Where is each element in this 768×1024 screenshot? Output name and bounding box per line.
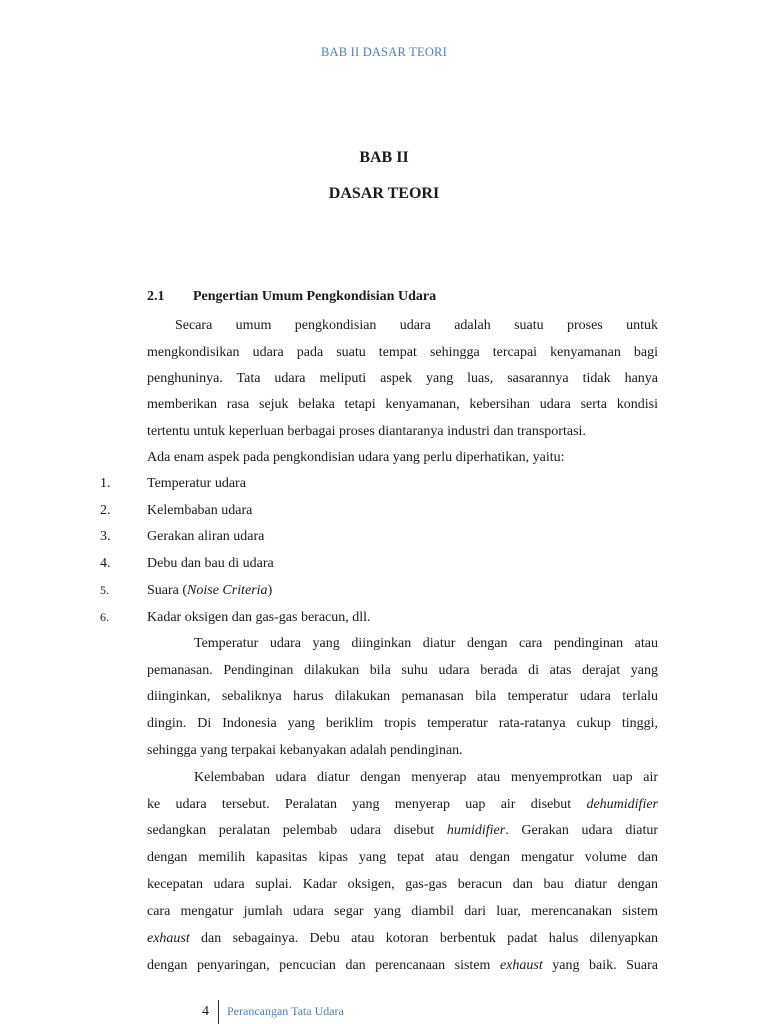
footer-divider — [218, 1000, 219, 1024]
para1-line-1: Secara umum pengkondisian udara adalah suatu proses untuk — [175, 318, 658, 333]
para1-line-2: mengkondisikan udara pada suatu tempat sehingga tercapai kenyamanan bagi — [147, 345, 658, 360]
list-item — [100, 608, 371, 627]
footer-title: Perancangan Tata Udara — [227, 1004, 344, 1018]
list-number: 1. — [100, 476, 111, 491]
list-text: Debu dan bau di udara — [147, 556, 274, 571]
list-text: Temperatur udara — [147, 476, 246, 491]
para3-line-2: ke udara tersebut. Peralatan yang menyerap uap air disebut dehumidifier — [147, 797, 658, 812]
section-title: Pengertian Umum Pengkondisian Udara — [193, 289, 437, 304]
para1-line-4: memberikan rasa sejuk belaka tetapi kenyamanan, kebersihan udara serta kondisi — [147, 397, 658, 412]
list-text-italic: Noise Criteria — [187, 583, 268, 598]
chapter-number: BAB II — [359, 149, 409, 166]
para2-line-3: diinginkan, sebaliknya harus dilakukan pemanasan bila temperatur udara terlalu — [147, 689, 658, 704]
list-number: 5. — [100, 583, 109, 597]
list-number: 4. — [100, 556, 111, 571]
para3-line-1: Kelembaban udara diatur dengan menyerap atau menyemprotkan uap air — [194, 770, 658, 785]
list-number: 2. — [100, 503, 111, 518]
para3-line-5: kecepatan udara suplai. Kadar oksigen, gas-gas beracun dan bau diatur dengan — [147, 877, 658, 892]
running-header: BAB II DASAR TEORI — [321, 45, 447, 59]
list-item — [100, 528, 264, 546]
page-number: 4 — [202, 1004, 209, 1019]
list-item — [100, 502, 252, 520]
list-number: 6. — [100, 610, 109, 624]
list-text: Gerakan aliran udara — [147, 529, 265, 544]
list-item — [100, 555, 274, 573]
section-number: 2.1 — [147, 289, 165, 304]
section-heading — [147, 289, 436, 305]
para3-line-6: cara mengatur jumlah udara segar yang diambil dari luar, merencanakan sistem — [147, 904, 658, 919]
list-item — [100, 475, 246, 493]
list-text: Kadar oksigen dan gas-gas beracun, dll. — [147, 610, 371, 625]
para2-line-1: Temperatur udara yang diinginkan diatur dengan cara pendinginan atau — [194, 636, 658, 651]
para1-line-6: Ada enam aspek pada pengkondisian udara yang perlu diperhatikan, yaitu: — [147, 450, 565, 465]
para3-line-7: exhaust dan sebagainya. Debu atau kotoran berbentuk padat halus dilenyapkan — [147, 931, 658, 946]
list-text: Kelembaban udara — [147, 503, 253, 518]
para3-line-8: dengan penyaringan, pencucian dan perencanaan sistem exhaust yang baik. Suara — [147, 958, 658, 973]
chapter-title: DASAR TEORI — [328, 185, 440, 202]
list-item — [100, 581, 272, 600]
para2-line-5: sehingga yang terpakai kebanyakan adalah pendinginan. — [147, 743, 463, 758]
list-number: 3. — [100, 529, 111, 544]
para1-line-5: tertentu untuk keperluan berbagai proses diantaranya industri dan transportasi. — [147, 424, 586, 439]
para3-line-4: dengan memilih kapasitas kipas yang tepat atau dengan mengatur volume dan — [147, 850, 658, 865]
list-text: Suara (Noise Criteria) — [147, 583, 273, 598]
page-footer — [0, 1000, 768, 1024]
para2-line-4: dingin. Di Indonesia yang beriklim tropis temperatur rata-ratanya cukup tinggi, — [147, 716, 658, 731]
para2-line-2: pemanasan. Pendinginan dilakukan bila suhu udara berada di atas derajat yang — [147, 663, 658, 678]
para3-line-3: sedangkan peralatan pelembab udara disebut humidifier. Gerakan udara diatur — [147, 823, 658, 838]
para1-line-3: penghuninya. Tata udara meliputi aspek yang luas, sasarannya tidak hanya — [147, 371, 658, 386]
